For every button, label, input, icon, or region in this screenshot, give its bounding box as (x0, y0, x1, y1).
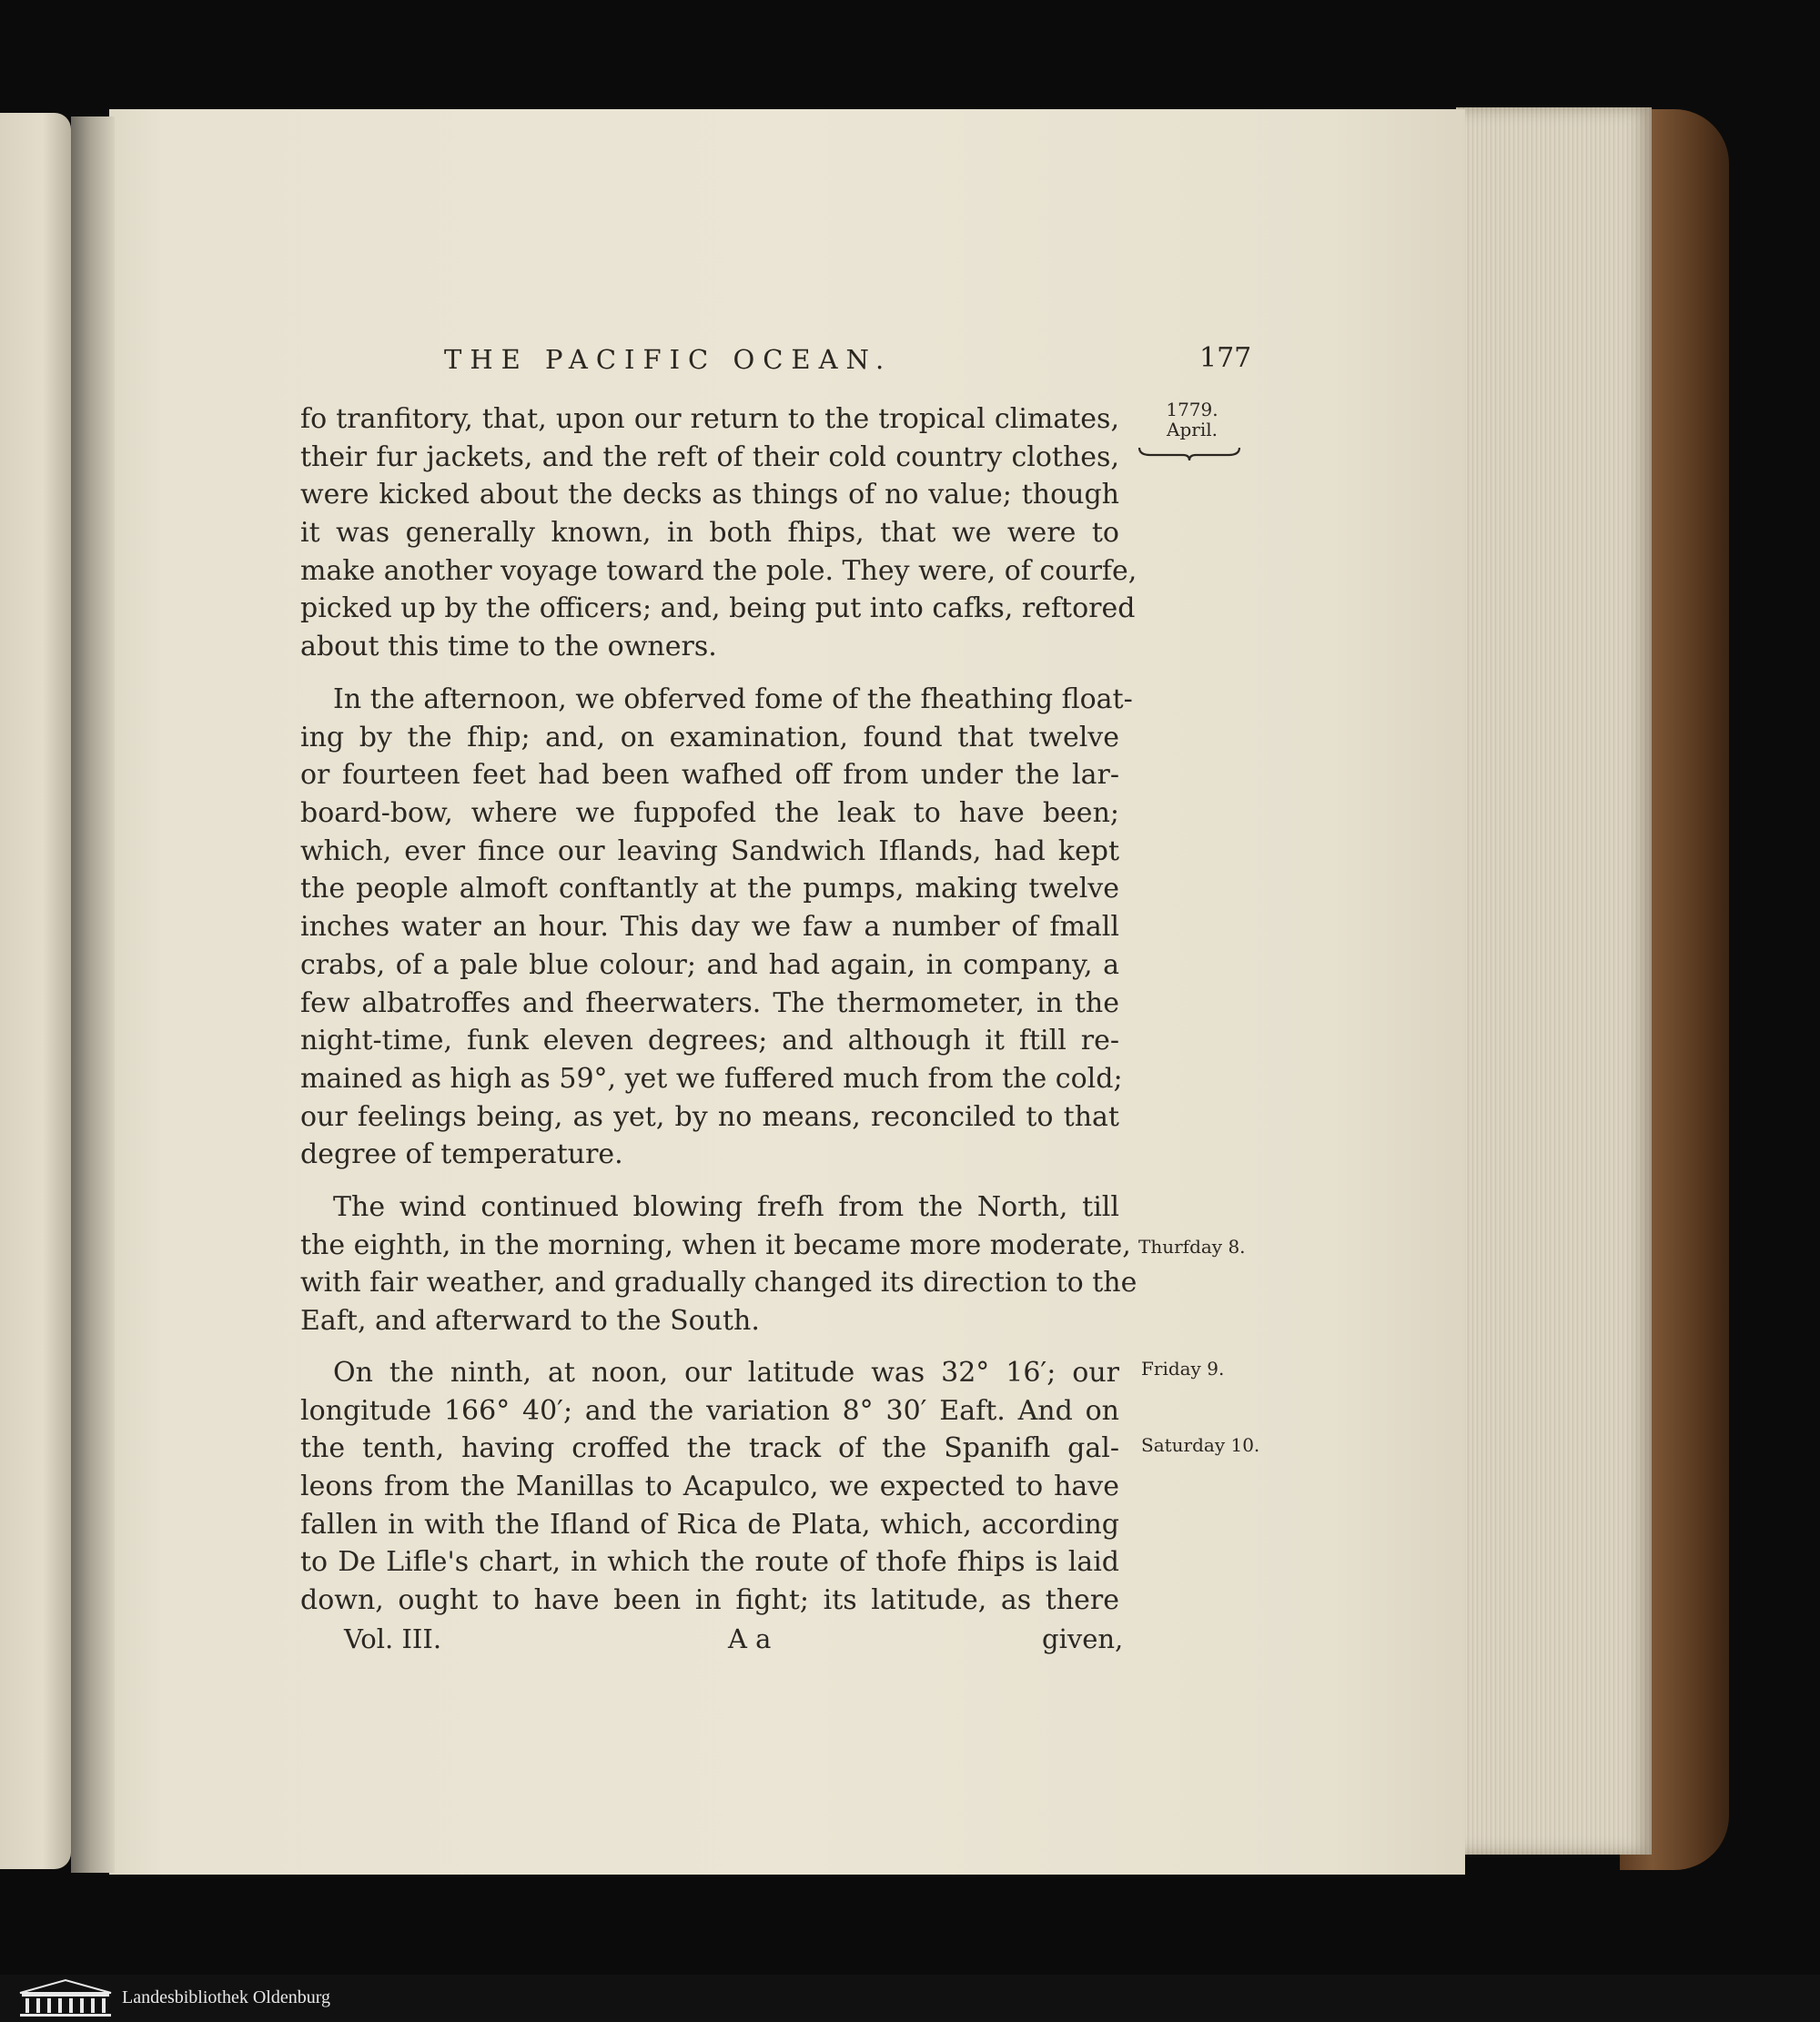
margin-year: 1779. (1166, 399, 1218, 420)
text-line: to De Lifle's chart, in which the route of thofe fhips is laid (300, 1546, 1119, 1579)
text-line: Eaft, and afterward to the South. (300, 1305, 760, 1338)
text-line: were kicked about the decks as things of no value; though (300, 479, 1119, 511)
page-number: 177 (1199, 342, 1252, 374)
text-line: In the afternoon, we obferved fome of the fheathing float- (333, 683, 1133, 715)
text-line: our feelings being, as yet, by no means, reconciled to that (300, 1100, 1119, 1133)
text-line: inches water an hour. This day we faw a number of fmall (300, 911, 1119, 944)
paragraph-3 (300, 1188, 1138, 1340)
paragraph-2 (300, 681, 1133, 1174)
text-line: few albatroffes and fheerwaters. The thermometer, in the (300, 986, 1119, 1019)
text-line: the eighth, in the morning, when it became more moderate, (300, 1228, 1131, 1261)
page-block-edge (1456, 107, 1652, 1855)
text-line: make another voyage toward the pole. They were, of courfe, (300, 554, 1138, 587)
paragraph-4 (300, 1354, 1119, 1620)
text-line: night-time, funk eleven degrees; and although it ftill re- (300, 1025, 1119, 1057)
text-line: mained as high as 59°, yet we fuffered much from the cold; (300, 1062, 1123, 1095)
library-name: Landesbibliothek Oldenburg (122, 1987, 331, 2007)
text-line: which, ever fince our leaving Sandwich Iflands, had kept (300, 834, 1119, 867)
text-line: it was generally known, in both fhips, that we were to (300, 517, 1119, 550)
text-line: their fur jackets, and the reft of their cold country clothes, (300, 440, 1119, 473)
library-building-icon (16, 1978, 115, 2018)
text-line: ing by the fhip; and, on examination, found that twelve (300, 721, 1119, 753)
text-line: about this time to the owners. (300, 631, 717, 663)
text-line: On the ninth, at noon, our latitude was 32° 16′; our (333, 1357, 1119, 1389)
volume-label: Vol. III. (344, 1623, 442, 1654)
text-line: fallen in with the Ifland of Rica de Plata, which, according (300, 1508, 1119, 1541)
margin-month: April. (1167, 419, 1218, 440)
library-footer-bar (0, 1975, 1820, 2022)
running-head: THE PACIFIC OCEAN. (444, 344, 893, 375)
text-line: The wind continued blowing frefh from the North, till (333, 1191, 1119, 1223)
text-line: down, ought to have been in fight; its latitude, as there (300, 1584, 1119, 1617)
text-line: or fourteen feet had been wafhed off from under the lar- (300, 759, 1119, 792)
text-line: degree of temperature. (300, 1138, 623, 1171)
text-line: longitude 166° 40′; and the variation 8° 30′ Eaft. And on (300, 1394, 1119, 1427)
text-line: board-bow, where we fuppofed the leak to have been; (300, 797, 1119, 830)
paragraph-1 (300, 400, 1138, 666)
margin-note-friday: Friday 9. (1141, 1358, 1225, 1380)
left-page-edge (0, 113, 71, 1869)
catchword: given, (1042, 1623, 1124, 1654)
text-line: with fair weather, and gradually changed its direction to the (300, 1267, 1138, 1299)
text-line: picked up by the officers; and, being put into cafks, reftored (300, 592, 1136, 625)
book-gutter (71, 116, 115, 1873)
text-line: the tenth, having croffed the track of the Spanifh gal- (300, 1432, 1119, 1465)
margin-note-thursday: Thurfday 8. (1138, 1236, 1246, 1258)
text-line: crabs, of a pale blue colour; and had again, in company, a (300, 948, 1119, 981)
signature-mark: A a (728, 1623, 772, 1654)
margin-brace-icon (1138, 446, 1241, 462)
text-line: fo tranfitory, that, upon our return to the tropical climates, (300, 403, 1119, 435)
text-line: leons from the Manillas to Acapulco, we expected to have (300, 1471, 1119, 1503)
text-line: the people almoft conftantly at the pumps, making twelve (300, 873, 1119, 905)
margin-note-saturday: Saturday 10. (1141, 1434, 1260, 1456)
